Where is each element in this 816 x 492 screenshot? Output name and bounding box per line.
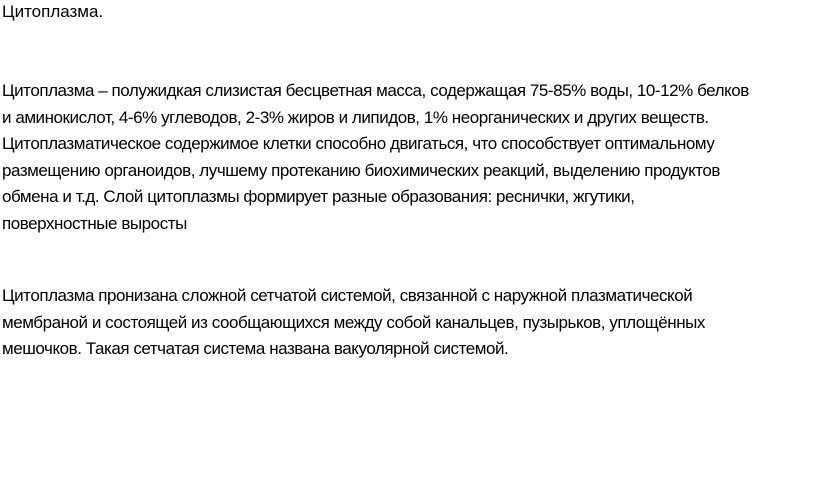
paragraph-line: Цитоплазма – полужидкая слизистая бесцветная масса, содержащая 75-85% воды, 10-12% белков	[2, 81, 749, 100]
paragraph-line: мембраной и состоящей из сообщающихся между собой канальцев, пузырьков, уплощённых	[2, 312, 705, 332]
document-title: Цитоплазма.	[2, 2, 104, 21]
paragraph-cytoplasm-composition	[2, 78, 802, 237]
paragraph-line: мешочков. Такая сетчатая система названа вакуолярной системой.	[2, 339, 509, 358]
paragraph-vacuolar-system	[2, 283, 802, 363]
paragraph-line: Цитоплазматическое содержимое клетки способно двигаться, что способствует оптимальному	[2, 134, 715, 153]
paragraph-line: поверхностные выросты	[2, 213, 187, 233]
paragraph-line: и аминокислот, 4-6% углеводов, 2-3% жиров и липидов, 1% неорганических и других веществ.	[2, 107, 709, 127]
paragraph-line: обмена и т.д. Слой цитоплазмы формирует разные образования: реснички, жгутики,	[2, 187, 635, 206]
paragraph-line: Цитоплазма пронизана сложной сетчатой системой, связанной с наружной плазматической	[2, 286, 693, 305]
paragraph-line: размещению органоидов, лучшему протеканию биохимических реакций, выделению продуктов	[2, 160, 721, 180]
